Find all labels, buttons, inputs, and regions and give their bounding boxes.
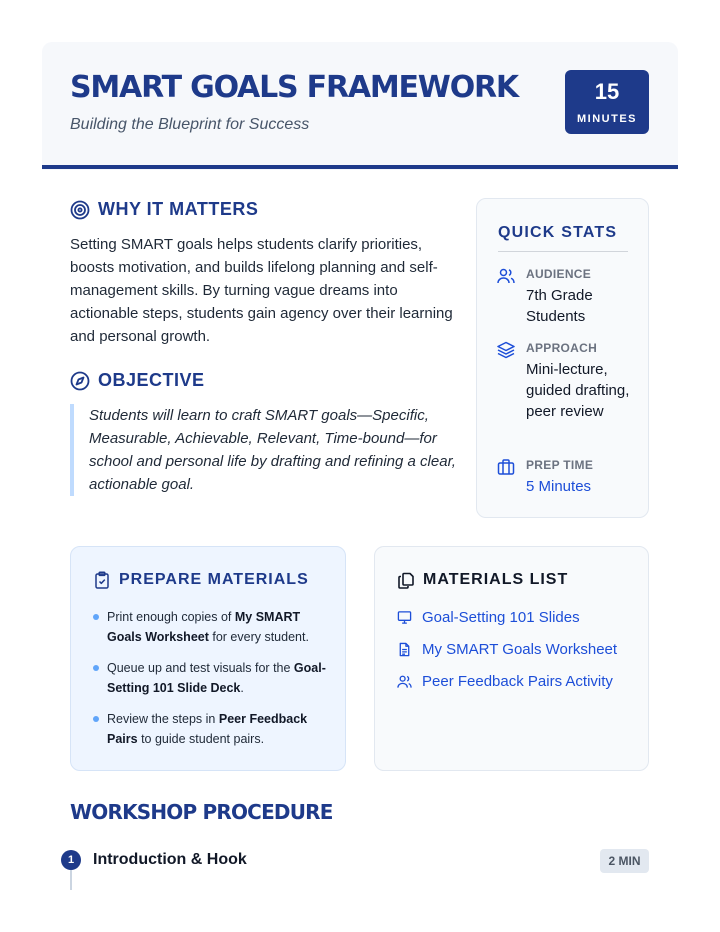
- objective-heading: [70, 370, 205, 391]
- monitor-icon: [397, 610, 412, 625]
- step-title: Introduction & Hook: [93, 851, 247, 868]
- stat-value: 7th Grade Students: [526, 287, 593, 325]
- duration-value: 15: [594, 79, 620, 104]
- users-icon: [497, 267, 515, 285]
- prep-item-text: Print enough copies of: [107, 610, 235, 624]
- prep-item-text: Queue up and test visuals for the: [107, 661, 294, 675]
- users-icon: [397, 674, 412, 689]
- prep-item-text: .: [240, 681, 244, 695]
- prep-item: [93, 709, 328, 749]
- layers-icon: [497, 341, 515, 359]
- step-time-badge: 2 MIN: [600, 849, 649, 873]
- objective-heading-text: OBJECTIVE: [98, 370, 205, 390]
- document-icon: [397, 642, 412, 657]
- materials-list-card: [374, 546, 649, 771]
- materials-heading: [397, 571, 568, 589]
- prep-item-bold: Goal-Setting 101 Slide Deck: [107, 661, 326, 695]
- step-connector: [70, 870, 72, 890]
- page-title: SMART GOALS FRAMEWORK: [70, 70, 518, 105]
- stat-audience: [497, 267, 637, 327]
- duration-badge: [565, 70, 649, 134]
- material-link-worksheet[interactable]: [397, 641, 617, 658]
- copy-icon: [397, 571, 415, 589]
- step-number: 1: [61, 850, 81, 870]
- why-heading-text: WHY IT MATTERS: [98, 199, 259, 219]
- prepare-heading: [93, 571, 309, 589]
- material-label: Peer Feedback Pairs Activity: [422, 673, 613, 690]
- clipboard-check-icon: [93, 571, 111, 589]
- prep-item-text: Review the steps in: [107, 712, 219, 726]
- materials-heading-text: MATERIALS LIST: [423, 571, 569, 588]
- material-label: Goal-Setting 101 Slides: [422, 609, 580, 626]
- compass-icon: [70, 371, 90, 391]
- briefcase-icon: [497, 458, 515, 476]
- quick-stats-card: [476, 198, 649, 518]
- header-divider: [42, 165, 678, 169]
- procedure-heading: WORKSHOP PROCEDURE: [70, 800, 333, 824]
- stat-label: PREP TIME: [526, 458, 594, 472]
- quick-stats-divider: [498, 251, 628, 252]
- quick-stats-heading: QUICK STATS: [498, 224, 618, 241]
- prep-item: [93, 607, 328, 647]
- stat-value: Mini-lecture, guided drafting, peer review: [526, 361, 630, 420]
- objective-text: Students will learn to craft SMART goals—Specific, Measurable, Achievable, Relevant, Time-bound—for school and personal life by drafting and refining a clear, actionable goal.: [70, 404, 460, 496]
- material-link-slides[interactable]: [397, 609, 580, 626]
- prep-item-text: to guide student pairs.: [137, 732, 265, 746]
- stat-label: AUDIENCE: [526, 267, 592, 281]
- material-link-peer-feedback[interactable]: [397, 673, 613, 690]
- prep-item-bold: Peer Feedback Pairs: [107, 712, 308, 746]
- target-icon: [70, 200, 90, 220]
- prep-item: [93, 658, 328, 698]
- why-heading: [70, 199, 258, 220]
- page-subtitle: Building the Blueprint for Success: [70, 116, 310, 133]
- why-text: Setting SMART goals helps students clarify priorities, boosts motivation, and builds lifelong planning and self-management skills. By turning vague dreams into actionable steps, students gain agency over their learning and personal growth.: [70, 236, 453, 345]
- stat-label: APPROACH: [526, 341, 598, 355]
- material-label: My SMART Goals Worksheet: [422, 641, 618, 658]
- duration-unit: MINUTES: [577, 113, 637, 125]
- prepare-materials-card: [70, 546, 346, 771]
- prep-item-bold: My SMART Goals Worksheet: [107, 610, 301, 644]
- stat-prep-time: [497, 458, 637, 497]
- prep-item-text: for every student.: [208, 630, 309, 644]
- stat-value: 5 Minutes: [526, 478, 592, 495]
- prepare-heading-text: PREPARE MATERIALS: [119, 571, 309, 588]
- stat-approach: [497, 341, 637, 422]
